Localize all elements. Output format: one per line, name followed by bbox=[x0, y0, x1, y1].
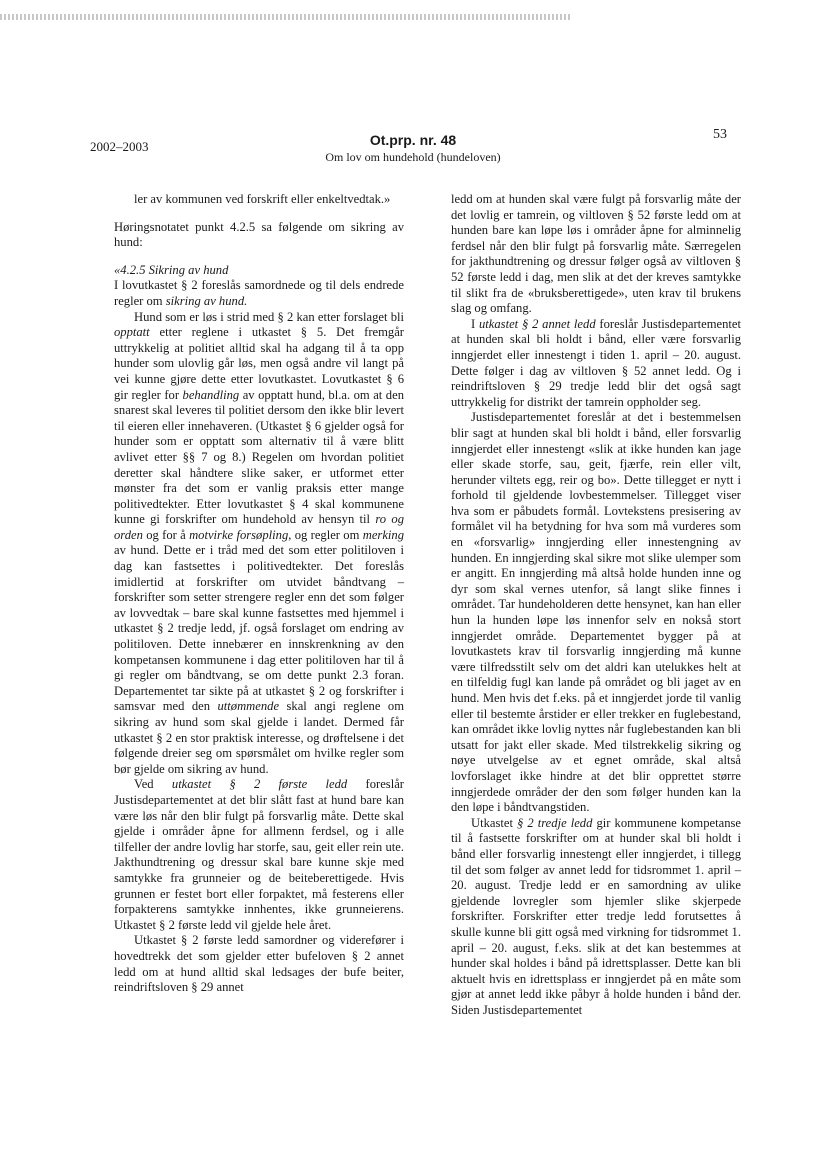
paragraph: ledd om at hunden skal være fulgt på forsvarlig måte der det lovlig er tamrein, og viltloven § 52 første ledd om at hunden bare kan løpe løs i områder åpne for alminnelig ferdsel når den blir fulgt på forsvarlig måte. Særregelen for jakthundtrening og dressur følger også av viltloven § 52 første ledd i dag, men slik at det der kreves samtykke til slikt fra de «bruksberettigede», uten krav til brukens slag og omfang. bbox=[451, 192, 741, 316]
section-heading: «4.2.5 Sikring av hund bbox=[114, 262, 229, 277]
paragraph: Ved utkastet § 2 første ledd foreslår Justisdepartementet at det blir slått fast at hund bare kan være løs når den blir fulgt på forsvarlig måte. Dette skal gjelde i områder åpne for allmenn ferdsel, og i alle tilfeller der andre lovlig har storfe, sau, geit eller rein ute. Jakthundtrening og dressur skal bare kunne skje med samtykke fra grunneier og de beiteberettigede. Hvis grunnen er festet bort eller forpaktet, må festerens eller forpakterens samtykke innhentes, ikke grunneierens. Utkastet § 2 første ledd vil gjelde hele året. bbox=[114, 777, 404, 932]
quote-end: ler av kommunen ved forskrift eller enkeltvedtak.» bbox=[134, 192, 391, 206]
right-column bbox=[451, 192, 741, 1018]
paragraph: Justisdepartementet foreslår at det i bestemmelsen blir sagt at hunden skal bli holdt i bånd, eller forsvarlig inngjerdet eller innestengt «slik at ikke hunden kan jage eller skade storfe, sau, geit, fjærfe, rein eller vilt, herunder viltets egg, reir og bo». Dette tillegget er nytt i forhold til gjeldende lovbestemmelser. Tillegget viser hva som er påbudets formål. Lovtekstens presisering av formålet vil ha betydning for hva som må vurderes som en «forsvarlig» inngjerding eller innestengning av hunden. En inngjerding skal sikre mot slike ulemper som er angitt. En inngjerding må altså holde hunden inne og dyr som skal vernes utenfor, så langt slike finnes i området. Tar hundeholderen dette hensynet, kan han eller hun la hunden løpe løs innenfor selv en nokså stort inngjerdet område. Departementet bygger på at lovutkastets krav til forsvarlig inngjerding må kunne være tilfredsstilt selv om det aldri kan utelukkes helt at en tilfeldig fugl kan lande på området og bli jaget av en hund. Men hvis det f.eks. på et inngjerdet jorde til vanlig eller til bestemte årstider er eller trekker en fuglebestand, kan området ikke lovlig nyttes når fuglebestanden kan bli utsatt for jakt eller skade. Med tilstrekkelig sikring og nøye utvelgelse av et egnet område, skal altså lovforslaget ikke hindre at det blir opprettet større inngjerdede områder der den som følger hunden kan la den løpe i båndtvangstiden. bbox=[451, 410, 741, 815]
paragraph: Utkastet § 2 første ledd samordner og viderefører i hovedtrekk det som gjelder etter bufeloven § 2 annet ledd om at hund alltid skal ledsages der bufe beiter, reindriftsloven § 29 annet bbox=[114, 933, 404, 995]
document-subtitle: Om lov om hundehold (hundeloven) bbox=[325, 150, 501, 164]
paragraph: Hund som er løs i strid med § 2 kan etter forslaget bli opptatt etter reglene i utkastet § 5. Det fremgår uttrykkelig at politiet alltid skal ha adgang til å ta opp hunder som ulovlig går løs, men også andre vil langt på vei kunne gjøre dette etter lovutkastet. Lovutkastet § 6 gir regler for behandling av opptatt hund, bl.a. om at den snarest skal leveres til politiet dersom den ikke blir levert til eieren eller innehaveren. (Utkastet § 6 gjelder også for hunder som er opptatt som alternativ til å være blitt avlivet etter §§ 7 og 8.) Regelen om hvordan politiet deretter skal håndtere slike saker, er utformet etter mønster fra det som er vanlig praksis etter mange politivedtekter. Etter lovutkastet § 4 skal kommunene kunne gi forskrifter om hundehold av hensyn til ro og orden og for å motvirke forsøpling, og regler om merking av hund. Dette er i tråd med det som etter politiloven i dag kan fastsettes i politivedtekter. Det foreslås imidlertid at forskrifter om utvidet båndtvang – forskrifter som setter strengere regler enn det som følger av lovvedtak – bare skal kunne fastsettes med hjemmel i utkastet § 2 tredje ledd, jf. også forslaget om endring av politiloven. Dette innebærer en innskrenkning av den kompetansen kommunene i dag etter politiloven har til å gi regler om båndtvang, se om dette punkt 2.3 foran. Departementet tar sikte på at utkastet § 2 og forskrifter i samsvar med den uttømmende skal angi reglene om sikring av hund som skal gjelde i landet. Dermed får utkastet § 2 en stor praktisk interesse, og drøftelsene i det følgende dreier seg om spørsmålet om hvilke regler som bør gjelde om sikring av hund. bbox=[114, 309, 405, 776]
paragraph: Høringsnotatet punkt 4.2.5 sa følgende om sikring av hund: bbox=[114, 219, 404, 250]
paragraph: I utkastet § 2 annet ledd foreslår Justisdepartementet at hunden skal bli holdt i bånd, eller være forsvarlig inngjerdet eller innestengt i tiden 1. april – 20. august. Dette følger i dag av viltloven § 52 annet ledd. Og i reindriftsloven § 29 tredje ledd blir det også sagt uttrykkelig for distrikt der tamrein oppholder seg. bbox=[451, 316, 742, 409]
document-title: Ot.prp. nr. 48 bbox=[369, 132, 457, 148]
left-column bbox=[114, 192, 404, 996]
scan-artifact bbox=[0, 14, 570, 20]
page-number: 53 bbox=[713, 127, 727, 142]
header-year: 2002–2003 bbox=[90, 139, 149, 154]
paragraph: I lovutkastet § 2 foreslås samordnede og til dels endrede regler om sikring av hund. bbox=[114, 278, 404, 308]
paragraph: Utkastet § 2 tredje ledd gir kommunene kompetanse til å fastsette forskrifter om at hunder skal bli holdt i bånd eller forsvarlig innestengt eller inngjerdet, i tillegg til det som følger av annet ledd for tidsrommet 1. april – 20. august. Tredje ledd er en samordning av ulike gjeldende lovregler som hjemler slike skjerpede forskrifter. Forskrifter etter tredje ledd forutsettes å skulle kunne bli gitt også med virkning for tidsrommet 1. april – 20. august, f.eks. slik at det kan bestemmes at hunder skal holdes i bånd på idrettsplasser. Dette kan bli aktuelt hvis en idrettsplass er inngjerdet på en måte som gjør at annet ledd ikke påbyr å holde hunden i bånd der. Siden Justisdepartementet bbox=[451, 815, 741, 1017]
